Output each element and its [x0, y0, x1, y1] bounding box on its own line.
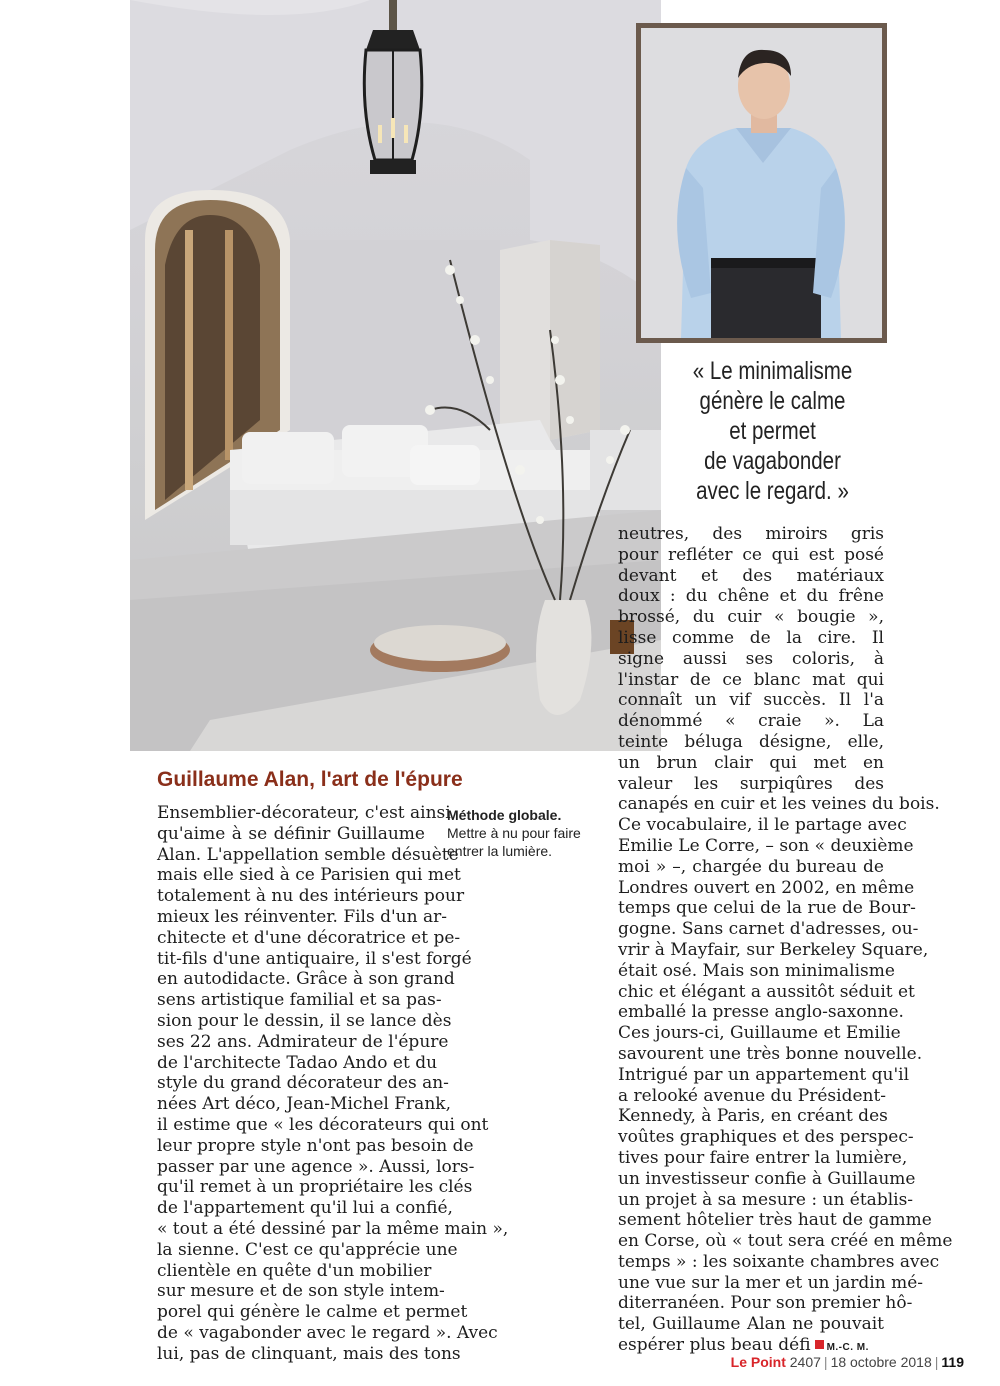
pull-quote-line: génère le calme	[699, 387, 846, 415]
text-line: en autodidacte. Grâce à son grand	[157, 969, 455, 990]
article-headline: Guillaume Alan, l'art de l'épure	[157, 768, 463, 791]
issue-date: 18 octobre 2018	[830, 1354, 932, 1370]
text-line: Londres ouvert en 2002, en même	[618, 877, 915, 898]
text-line: qu'aime à se définir Guillaume	[157, 823, 425, 844]
text-line: était osé. Mais son minimalisme	[618, 960, 895, 981]
end-mark-icon	[815, 1340, 824, 1349]
text-line: la sienne. C'est ce qu'apprécie une	[157, 1239, 458, 1260]
text-line: lisse comme de la cire. Il	[618, 627, 884, 648]
text-line: canapés en cuir et les veines du bois.	[618, 794, 940, 815]
text-line: une vue sur la mer et un jardin mé-	[618, 1272, 923, 1293]
text-line: chitecte et d'une décoratrice et pe-	[157, 927, 461, 948]
text-line: tel, Guillaume Alan ne pouvait	[618, 1314, 884, 1335]
text-line: brossé, du cuir « bougie »,	[618, 607, 884, 628]
text-line: tit-fils d'une antiquaire, il s'est forgé	[157, 948, 472, 969]
text-line: a relooké avenue du Président-	[618, 1085, 887, 1106]
text-line: neutres, des miroirs gris	[618, 524, 884, 544]
text-line: sens artistique familial et sa pas-	[157, 990, 442, 1011]
text-line: teinte béluga désigne, elle,	[618, 731, 884, 752]
text-line: qu'il remet à un propriétaire les clés	[157, 1177, 473, 1198]
text-line: temps que celui de la rue de Bour-	[618, 898, 916, 919]
text-line: voûtes graphiques et des perspec-	[618, 1127, 914, 1148]
footer-separator: |	[823, 1354, 828, 1370]
text-line: Ce vocabulaire, il le partage avec	[618, 815, 907, 836]
text-line: moi » –, chargée du bureau de	[618, 856, 884, 877]
text-line: espérer plus beau défi	[618, 1335, 811, 1356]
text-line: emballé la presse anglo-saxonne.	[618, 1002, 904, 1023]
text-line: tives pour faire entrer la lumière,	[618, 1147, 908, 1168]
text-line: porel qui génère le calme et permet	[157, 1302, 468, 1323]
text-line: Ensemblier-décorateur, c'est ainsi	[157, 803, 451, 823]
text-line: signe aussi ses coloris, à	[618, 648, 884, 669]
text-line: diterranéen. Pour son premier hô-	[618, 1293, 913, 1314]
text-line: style du grand décorateur des an-	[157, 1073, 449, 1094]
text-line: savourent une très bonne nouvelle.	[618, 1043, 923, 1064]
text-line: l'instar de ce blanc mat qui	[618, 669, 884, 690]
text-line: Kennedy, à Paris, en créant des	[618, 1106, 888, 1127]
pull-quote	[680, 356, 865, 506]
portrait-illustration	[641, 28, 882, 338]
text-line: doux : du chêne et du frêne	[618, 586, 884, 607]
text-line: devant et des matériaux	[618, 565, 884, 586]
text-line: Intrigué par un appartement qu'il	[618, 1064, 910, 1085]
text-line: sement hôtelier très haut de gamme	[618, 1210, 932, 1231]
text-line: sion pour le dessin, il se lance dès	[157, 1010, 452, 1031]
text-line: totalement à nu des intérieurs pour	[157, 886, 465, 907]
text-line: ses 22 ans. Admirateur de l'épure	[157, 1031, 449, 1052]
text-line: mais elle sied à ce Parisien qui met	[157, 865, 461, 886]
text-line: passer par une agence ». Aussi, lors-	[157, 1156, 475, 1177]
portrait-photo	[636, 23, 887, 343]
caption-title: Méthode globale.	[447, 807, 562, 823]
pull-quote-line: « Le minimalisme	[692, 357, 853, 385]
pull-quote-line: avec le regard. »	[696, 477, 849, 505]
text-line: Emilie Le Corre, – son « deuxième	[618, 835, 914, 856]
text-line: de l'architecte Tadao Ando et du	[157, 1052, 438, 1073]
author-signature: M.-C. M.	[826, 1342, 869, 1354]
pull-quote-line: de vagabonder	[704, 447, 841, 475]
text-line: nées Art déco, Jean-Michel Frank,	[157, 1094, 451, 1115]
room-photo	[130, 0, 661, 751]
magazine-brand: Le Point	[730, 1354, 786, 1370]
text-line: mieux les réinventer. Fils d'un ar-	[157, 906, 447, 927]
page-footer	[731, 1354, 964, 1370]
text-line: Ces jours-ci, Guillaume et Emilie	[618, 1023, 901, 1044]
text-line: temps » : les soixante chambres avec	[618, 1251, 940, 1272]
photo-caption	[447, 806, 597, 860]
text-line: pour refléter ce qui est posé	[618, 544, 884, 565]
text-line: un investisseur confie à Guillaume	[618, 1168, 916, 1189]
text-line: lui, pas de clinquant, mais des tons	[157, 1343, 461, 1364]
text-line: vrir à Mayfair, sur Berkeley Square,	[618, 939, 929, 960]
text-line: gogne. Sans carnet d'adresses, ou-	[618, 919, 919, 940]
text-line: chic et élégant a aussitôt séduit et	[618, 981, 915, 1002]
text-line: valeur les surpiqûres des	[618, 773, 884, 794]
text-line: sur mesure et de son style intem-	[157, 1281, 445, 1302]
issue-number: 2407	[789, 1354, 821, 1370]
text-line: de « vagabonder avec le regard ». Avec	[157, 1322, 498, 1343]
page-number: 119	[941, 1354, 964, 1370]
caption-line: entrer la lumière.	[447, 843, 553, 859]
text-line: dénommé « craie ». La	[618, 711, 884, 732]
footer-separator: |	[934, 1354, 939, 1370]
article-right-column	[618, 524, 953, 1359]
text-line: de l'appartement qu'il lui a confié,	[157, 1198, 453, 1219]
text-line: il estime que « les décorateurs qui ont	[157, 1114, 489, 1135]
text-line: en Corse, où « tout sera créé en même	[618, 1231, 953, 1252]
room-photo-illustration	[130, 0, 661, 751]
text-line: « tout a été dessiné par la même main »,	[157, 1218, 509, 1239]
text-line: leur propre style n'ont pas besoin de	[157, 1135, 474, 1156]
text-line: Alan. L'appellation semble désuète	[157, 844, 459, 865]
pull-quote-line: et permet	[729, 417, 816, 445]
text-line: clientèle en quête d'un mobilier	[157, 1260, 432, 1281]
text-line: connaît un vif succès. Il l'a	[618, 690, 884, 711]
text-line: un brun clair qui met en	[618, 752, 884, 773]
caption-line: Mettre à nu pour faire	[447, 825, 581, 841]
text-line: un projet à sa mesure : un établis-	[618, 1189, 914, 1210]
